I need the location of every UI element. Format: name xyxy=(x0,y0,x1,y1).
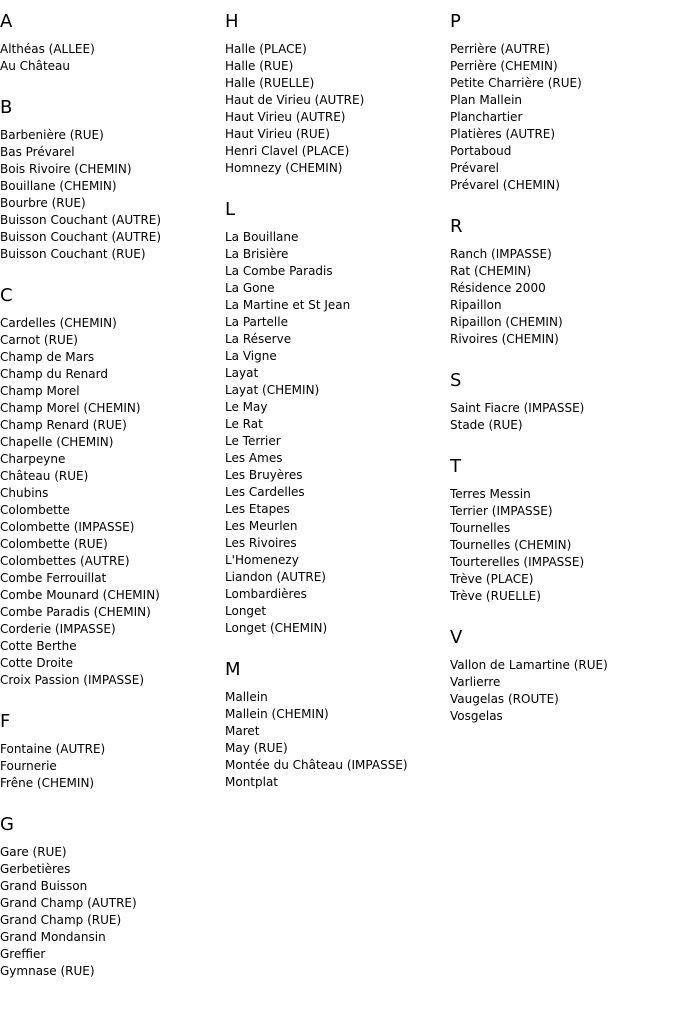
street-item: Layat xyxy=(225,366,259,380)
street-item: Chapelle (CHEMIN) xyxy=(0,435,114,449)
street-item: Buisson Couchant (AUTRE) xyxy=(0,213,162,227)
letter-section xyxy=(450,627,675,725)
street-item: Tourterelles (IMPASSE) xyxy=(450,555,585,569)
section-spacer xyxy=(225,177,450,199)
street-item: La Vigne xyxy=(225,349,277,363)
street-item: Les Meurlen xyxy=(225,519,298,533)
letter-section xyxy=(450,370,675,456)
street-item: Liandon (AUTRE) xyxy=(225,570,326,584)
letter-section xyxy=(225,199,450,659)
street-item: Château (RUE) xyxy=(0,469,89,483)
street-item: Les Bruyères xyxy=(225,468,303,482)
street-item: Maret xyxy=(225,724,260,738)
section-letter-heading: L xyxy=(225,199,236,220)
letter-section xyxy=(0,814,225,980)
street-item: Fontaine (AUTRE) xyxy=(0,742,106,756)
street-item: Haut de Virieu (AUTRE) xyxy=(225,93,365,107)
street-list xyxy=(450,657,675,725)
street-item: Planchartier xyxy=(450,110,523,124)
street-item: Rat (CHEMIN) xyxy=(450,264,532,278)
section-letter-heading: S xyxy=(450,370,462,391)
street-item: Colombette (RUE) xyxy=(0,537,108,551)
street-item: Buisson Couchant (AUTRE) xyxy=(0,230,162,244)
section-letter-heading: F xyxy=(0,711,11,732)
street-item: Mallein xyxy=(225,690,268,704)
street-item: Résidence 2000 xyxy=(450,281,546,295)
street-item: Ripaillon (CHEMIN) xyxy=(450,315,563,329)
street-item: Champ Morel (CHEMIN) xyxy=(0,401,141,415)
section-letter-heading: C xyxy=(0,285,13,306)
letter-section xyxy=(450,216,675,370)
index-column-1 xyxy=(0,11,225,980)
street-item: Chubins xyxy=(0,486,49,500)
street-item: Haut Virieu (RUE) xyxy=(225,127,330,141)
street-list xyxy=(0,127,225,263)
street-list xyxy=(0,741,225,792)
street-item: Colombette xyxy=(0,503,70,517)
street-item: Champ Morel xyxy=(0,384,80,398)
street-list xyxy=(225,689,450,791)
street-item: Les Rivoires xyxy=(225,536,297,550)
street-list xyxy=(450,400,675,434)
section-spacer xyxy=(0,75,225,97)
street-item: Varlierre xyxy=(450,675,501,689)
street-item: Charpeyne xyxy=(0,452,66,466)
street-list xyxy=(0,41,225,75)
street-item: Stade (RUE) xyxy=(450,418,523,432)
street-item: Carnot (RUE) xyxy=(0,333,78,347)
street-item: La Gone xyxy=(225,281,275,295)
section-spacer xyxy=(450,434,675,456)
section-spacer xyxy=(225,637,450,659)
section-letter-heading: P xyxy=(450,11,461,32)
street-item: Grand Mondansin xyxy=(0,930,106,944)
street-list xyxy=(0,844,225,980)
index-column-3 xyxy=(450,11,675,725)
street-list xyxy=(450,486,675,605)
street-item: Ranch (IMPASSE) xyxy=(450,247,552,261)
street-item: Platières (AUTRE) xyxy=(450,127,556,141)
street-item: Barbenière (RUE) xyxy=(0,128,104,142)
street-item: Rivoires (CHEMIN) xyxy=(450,332,559,346)
street-item: La Partelle xyxy=(225,315,288,329)
street-item: Au Château xyxy=(0,59,71,73)
street-item: L'Homenezy xyxy=(225,553,299,567)
street-list xyxy=(225,41,450,177)
section-spacer xyxy=(450,194,675,216)
street-item: Le Rat xyxy=(225,417,263,431)
street-item: Fournerie xyxy=(0,759,57,773)
street-item: Bourbre (RUE) xyxy=(0,196,86,210)
street-item: Haut Virieu (AUTRE) xyxy=(225,110,346,124)
street-item: La Combe Paradis xyxy=(225,264,333,278)
street-item: Halle (RUELLE) xyxy=(225,76,315,90)
street-item: Gerbetières xyxy=(0,862,71,876)
street-item: Les Etapes xyxy=(225,502,290,516)
street-list xyxy=(450,41,675,194)
street-item: La Bouillane xyxy=(225,230,299,244)
street-item: Le May xyxy=(225,400,268,414)
street-item: Bois Rivoire (CHEMIN) xyxy=(0,162,132,176)
street-item: Vaugelas (ROUTE) xyxy=(450,692,559,706)
street-item: La Brisière xyxy=(225,247,289,261)
street-list xyxy=(450,246,675,348)
street-item: Portaboud xyxy=(450,144,512,158)
street-item: Corderie (IMPASSE) xyxy=(0,622,116,636)
section-letter-heading: B xyxy=(0,97,13,118)
letter-section xyxy=(0,11,225,97)
section-letter-heading: G xyxy=(0,814,14,835)
street-item: Gare (RUE) xyxy=(0,845,67,859)
street-item: Champ du Renard xyxy=(0,367,108,381)
section-spacer xyxy=(0,689,225,711)
index-column-2 xyxy=(225,11,450,791)
street-item: Montée du Château (IMPASSE) xyxy=(225,758,408,772)
section-letter-heading: M xyxy=(225,659,241,680)
street-item: Cotte Berthe xyxy=(0,639,77,653)
street-item: Terrier (IMPASSE) xyxy=(450,504,553,518)
street-item: Halle (RUE) xyxy=(225,59,294,73)
street-item: Halle (PLACE) xyxy=(225,42,307,56)
street-item: Grand Buisson xyxy=(0,879,88,893)
street-item: Grand Champ (AUTRE) xyxy=(0,896,137,910)
letter-section xyxy=(0,97,225,285)
section-spacer xyxy=(0,263,225,285)
street-item: Saint Fiacre (IMPASSE) xyxy=(450,401,585,415)
street-item: Combe Ferrouillat xyxy=(0,571,107,585)
street-item: Combe Mounard (CHEMIN) xyxy=(0,588,160,602)
street-item: Perrière (AUTRE) xyxy=(450,42,551,56)
street-item: Vosgelas xyxy=(450,709,503,723)
street-item: Lombardières xyxy=(225,587,307,601)
street-item: La Martine et St Jean xyxy=(225,298,351,312)
street-item: Henri Clavel (PLACE) xyxy=(225,144,350,158)
street-item: Grand Champ (RUE) xyxy=(0,913,122,927)
street-list xyxy=(0,315,225,689)
street-item: Cardelles (CHEMIN) xyxy=(0,316,117,330)
street-item: Bas Prévarel xyxy=(0,145,75,159)
letter-section xyxy=(0,711,225,814)
section-letter-heading: R xyxy=(450,216,463,237)
street-item: Trève (RUELLE) xyxy=(450,589,541,603)
street-item: Longet xyxy=(225,604,267,618)
street-item: Prévarel xyxy=(450,161,499,175)
street-item: Prévarel (CHEMIN) xyxy=(450,178,560,192)
street-item: Vallon de Lamartine (RUE) xyxy=(450,658,608,672)
street-item: Les Cardelles xyxy=(225,485,305,499)
street-item: Champ de Mars xyxy=(0,350,95,364)
street-item: Combe Paradis (CHEMIN) xyxy=(0,605,151,619)
letter-section xyxy=(225,659,450,791)
street-item: Montplat xyxy=(225,775,279,789)
street-item: Les Ames xyxy=(225,451,283,465)
section-letter-heading: T xyxy=(450,456,461,477)
section-spacer xyxy=(0,792,225,814)
street-item: Greffier xyxy=(0,947,46,961)
section-letter-heading: V xyxy=(450,627,463,648)
street-item: Perrière (CHEMIN) xyxy=(450,59,558,73)
street-item: May (RUE) xyxy=(225,741,288,755)
street-item: Plan Mallein xyxy=(450,93,523,107)
letter-section xyxy=(0,285,225,711)
street-item: Champ Renard (RUE) xyxy=(0,418,127,432)
street-item: La Réserve xyxy=(225,332,292,346)
street-item: Bouillane (CHEMIN) xyxy=(0,179,117,193)
street-item: Colombettes (AUTRE) xyxy=(0,554,130,568)
section-spacer xyxy=(450,605,675,627)
street-item: Homnezy (CHEMIN) xyxy=(225,161,343,175)
letter-section xyxy=(450,456,675,627)
street-list xyxy=(225,229,450,637)
section-letter-heading: H xyxy=(225,11,239,32)
street-item: Petite Charrière (RUE) xyxy=(450,76,582,90)
letter-section xyxy=(450,11,675,216)
street-item: Layat (CHEMIN) xyxy=(225,383,320,397)
letter-section xyxy=(225,11,450,199)
street-item: Cotte Droite xyxy=(0,656,74,670)
street-item: Colombette (IMPASSE) xyxy=(0,520,135,534)
street-item: Frêne (CHEMIN) xyxy=(0,776,95,790)
street-item: Longet (CHEMIN) xyxy=(225,621,328,635)
street-item: Trève (PLACE) xyxy=(450,572,534,586)
street-item: Terres Messin xyxy=(450,487,531,501)
street-item: Croix Passion (IMPASSE) xyxy=(0,673,145,687)
section-letter-heading: A xyxy=(0,11,13,32)
street-item: Tournelles xyxy=(450,521,511,535)
section-spacer xyxy=(450,348,675,370)
street-item: Mallein (CHEMIN) xyxy=(225,707,329,721)
street-item: Buisson Couchant (RUE) xyxy=(0,247,146,261)
street-item: Althéas (ALLEE) xyxy=(0,42,95,56)
street-item: Le Terrier xyxy=(225,434,281,448)
street-item: Gymnase (RUE) xyxy=(0,964,95,978)
street-item: Tournelles (CHEMIN) xyxy=(450,538,572,552)
street-item: Ripaillon xyxy=(450,298,502,312)
